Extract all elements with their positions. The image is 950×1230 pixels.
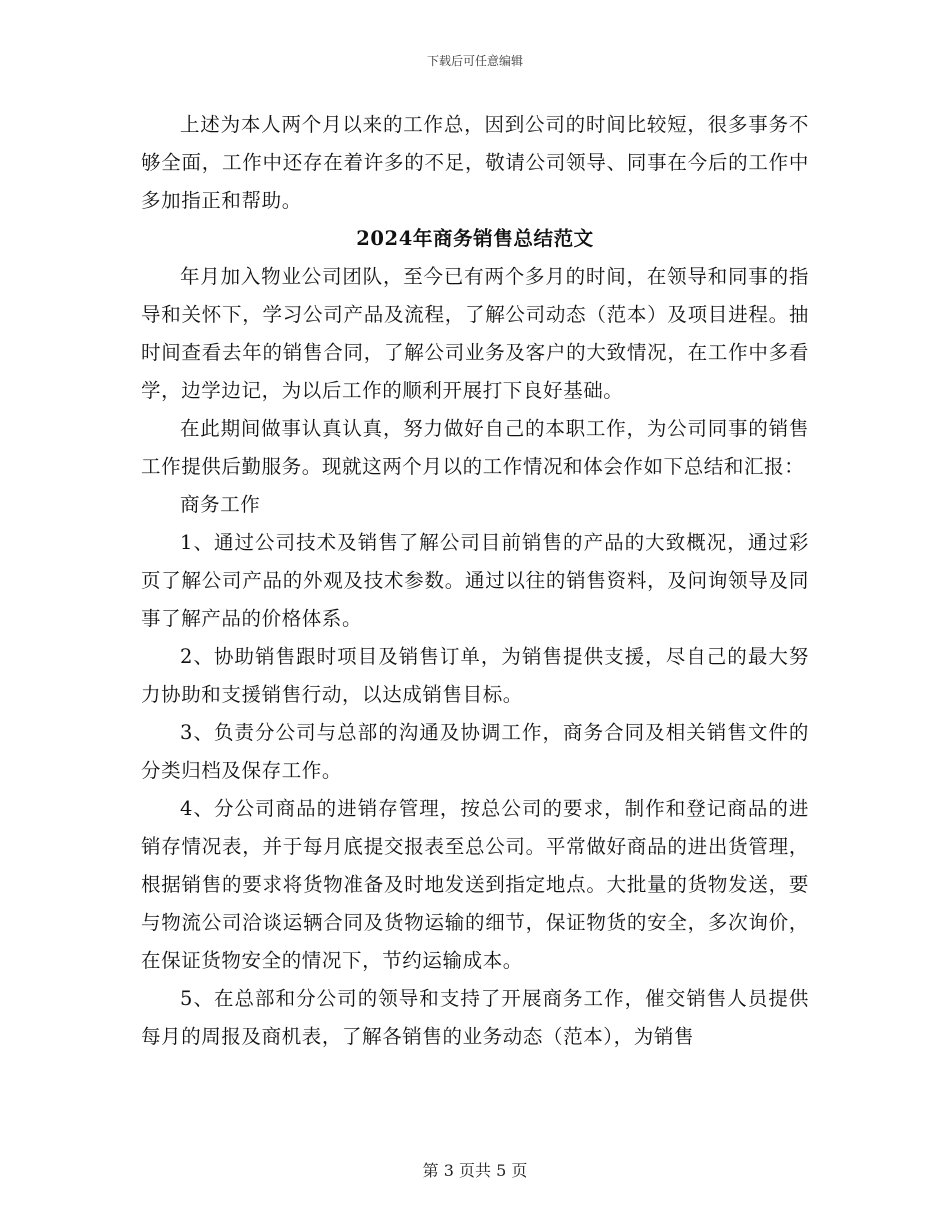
document-body [141, 106, 809, 1056]
section-heading-business: 商务工作 [180, 493, 261, 516]
list-item-5: 5、在总部和分公司的领导和支持了开展商务工作，催交销售人员提供每月的周报及商机表，了解各销售的业务动态（范本），为销售 [141, 987, 809, 1048]
list-item-3: 3、负责分公司与总部的沟通及协调工作，商务合同及相关销售文件的分类归档及保存工作。 [141, 721, 809, 782]
page-footer: 第 3 页共 5 页 [422, 1161, 528, 1180]
document-title: 2024年商务销售总结范文 [356, 227, 594, 250]
list-item-2: 2、协助销售跟时项目及销售订单，为销售提供支援，尽自己的最大努力协助和支援销售行动，以达成销售目标。 [141, 645, 809, 706]
paragraph-2: 在此期间做事认真认真，努力做好自己的本职工作，为公司同事的销售工作提供后勤服务。现就这两个月以的工作情况和体会作如下总结和汇报： [141, 417, 809, 478]
paragraph-intro-conclusion: 上述为本人两个月以来的工作总，因到公司的时间比较短，很多事务不够全面，工作中还存在着许多的不足，敬请公司领导、同事在今后的工作中多加指正和帮助。 [141, 113, 809, 212]
list-item-1: 1、通过公司技术及销售了解公司目前销售的产品的大致概况，通过彩页了解公司产品的外观及技术参数。通过以往的销售资料，及问询领导及同事了解产品的价格体系。 [141, 531, 809, 630]
list-item-4: 4、分公司商品的进销存管理，按总公司的要求，制作和登记商品的进销存情况表，并于每月底提交报表至总公司。平常做好商品的进出货管理，根据销售的要求将货物准备及时地发送到指定地点。大批量的货物发送，要与物流公司洽谈运辆合同及货物运输的细节，保证物货的安全，多次询价，在保证货物安全的情况下，节约运输成本。 [141, 797, 809, 972]
paragraph-1: 年月加入物业公司团队，至今已有两个多月的时间，在领导和同事的指导和关怀下，学习公司产品及流程，了解公司动态（范本）及项目进程。抽时间查看去年的销售合同，了解公司业务及客户的大致情况，在工作中多看学，边学边记，为以后工作的顺利开展打下良好基础。 [141, 265, 809, 402]
page-header: 下载后可任意编辑 [426, 54, 523, 68]
